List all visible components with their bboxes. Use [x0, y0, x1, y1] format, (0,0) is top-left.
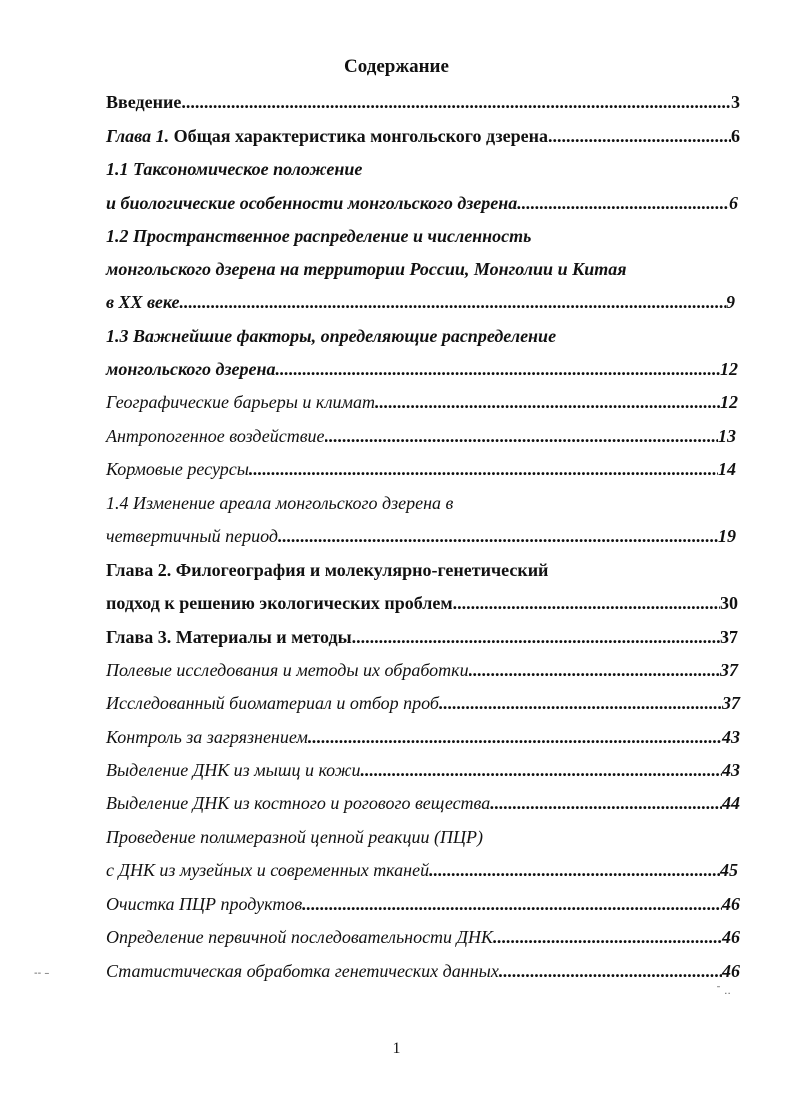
toc-entry-text [106, 122, 548, 150]
toc-entry-text: и биологические особенности монгольского дзерена [106, 193, 518, 213]
scan-speck: ¯ ‥ [716, 986, 731, 997]
toc-leader-dots [325, 422, 718, 450]
toc-entry-text: Выделение ДНК из мышц и кожи [106, 760, 361, 780]
toc-leader-dots [179, 288, 726, 316]
toc-entry-page: 43 [722, 727, 740, 747]
toc-entry-page: 3 [731, 92, 740, 112]
toc-entry-page: 46 [722, 927, 740, 947]
toc-entry-page: 14 [718, 459, 736, 479]
toc-entry [106, 522, 736, 550]
toc-entry-text: Выделение ДНК из костного и рогового вещества [106, 793, 491, 813]
toc-entry-text: Глава 2. Филогеография и молекулярно-генетический [106, 560, 549, 580]
toc-entry-text: Антропогенное воздействие [106, 426, 325, 446]
toc-entry-text: с ДНК из музейных и современных тканей [106, 860, 430, 880]
toc-entry-text: Глава 3. Материалы и методы [106, 627, 352, 647]
toc-entry [106, 155, 362, 183]
toc-entry-text: подход к решению экологических проблем [106, 593, 453, 613]
scan-speck: -- – [34, 968, 50, 979]
toc-entry-title: Общая характеристика монгольского дзерена [169, 126, 548, 146]
toc-leader-dots [181, 88, 731, 116]
toc-entry-text: монгольского дзерена [106, 359, 276, 379]
page-title: Содержание [344, 56, 449, 77]
toc-entry [106, 723, 740, 751]
toc-entry-text: Географические барьеры и климат [106, 392, 376, 412]
toc-leader-dots [302, 890, 722, 918]
toc-entry-text: Введение [106, 92, 182, 112]
toc-entry-page: 37 [722, 693, 740, 713]
toc-entry [106, 923, 740, 951]
toc-entry-page: 30 [720, 593, 738, 613]
toc-leader-dots [439, 689, 722, 717]
toc-leader-dots [499, 957, 722, 985]
toc-entry-text: 1.2 Пространственное распределение и численность [106, 226, 532, 246]
toc-entry-page: 19 [718, 526, 736, 546]
toc-entry-text: четвертичный период [106, 526, 278, 546]
toc-entry-page: 43 [722, 760, 740, 780]
toc-entry-page: 6 [731, 126, 740, 146]
toc-entry [106, 656, 738, 684]
toc-entry [106, 957, 740, 985]
toc-entry-page: 12 [720, 359, 738, 379]
toc-entry [106, 455, 736, 483]
toc-leader-dots [429, 856, 720, 884]
toc-leader-dots [517, 189, 729, 217]
toc-entry [106, 422, 736, 450]
toc-entry-page: 6 [729, 193, 738, 213]
toc-entry-page: 37 [720, 627, 738, 647]
toc-entry-text: Очистка ПЦР продуктов [106, 894, 303, 914]
toc-entry-page: 9 [726, 292, 735, 312]
toc-entry [106, 288, 735, 316]
toc-entry [106, 623, 738, 651]
toc-entry-page: 13 [718, 426, 736, 446]
toc-entry-text: Статистическая обработка генетических данных [106, 961, 499, 981]
toc-entry [106, 756, 740, 784]
toc-entry-page: 44 [722, 793, 740, 813]
toc-leader-dots [308, 723, 722, 751]
toc-entry-page: 45 [720, 860, 738, 880]
toc-leader-dots [469, 656, 720, 684]
toc-entry-page: 37 [720, 660, 738, 680]
toc-leader-dots [278, 522, 718, 550]
toc-leader-dots [490, 789, 722, 817]
toc-entry [106, 255, 627, 283]
toc-leader-dots [493, 923, 722, 951]
toc-entry [106, 823, 483, 851]
toc-leader-dots [375, 388, 720, 416]
toc-entry-page: 46 [722, 894, 740, 914]
toc-entry [106, 589, 738, 617]
toc-entry [106, 489, 453, 517]
toc-entry-text: Полевые исследования и методы их обработки [106, 660, 469, 680]
toc-entry-text: 1.1 Таксономическое положение [106, 159, 363, 179]
toc-entry [106, 856, 738, 884]
toc-entry [106, 689, 740, 717]
toc-entry [106, 556, 548, 584]
toc-entry [106, 355, 738, 383]
toc-entry [106, 890, 740, 918]
toc-entry-text: 1.4 Изменение ареала монгольского дзерена в [106, 493, 454, 513]
toc-entry-prefix: Глава 1. [106, 126, 170, 146]
toc-entry-text: в XX веке [106, 292, 180, 312]
toc-entry [106, 189, 738, 217]
toc-leader-dots [453, 589, 720, 617]
toc-entry-text: Контроль за загрязнением [106, 727, 308, 747]
toc-entry-page: 46 [722, 961, 740, 981]
toc-entry-text: монгольского дзерена на территории России, Монголии и Китая [106, 259, 627, 279]
toc-entry-text: Проведение полимеразной цепной реакции (ПЦР) [106, 827, 483, 847]
toc-entry [106, 88, 740, 116]
toc-leader-dots [249, 455, 718, 483]
toc-entry-text: Определение первичной последовательности ДНК [106, 927, 493, 947]
toc-leader-dots [360, 756, 722, 784]
toc-entry [106, 122, 740, 150]
toc-entry [106, 789, 740, 817]
toc-entry-text: Кормовые ресурсы [106, 459, 249, 479]
toc-entry [106, 222, 531, 250]
toc-leader-dots [548, 122, 731, 150]
toc-leader-dots [352, 623, 720, 651]
toc-entry-page: 12 [720, 392, 738, 412]
toc-entry-text: Исследованный биоматериал и отбор проб [106, 693, 439, 713]
toc-entry-text: 1.3 Важнейшие факторы, определяющие распределение [106, 326, 557, 346]
page-number: 1 [392, 1040, 401, 1057]
toc-entry [106, 388, 738, 416]
toc-entry [106, 322, 556, 350]
toc-leader-dots [275, 355, 720, 383]
